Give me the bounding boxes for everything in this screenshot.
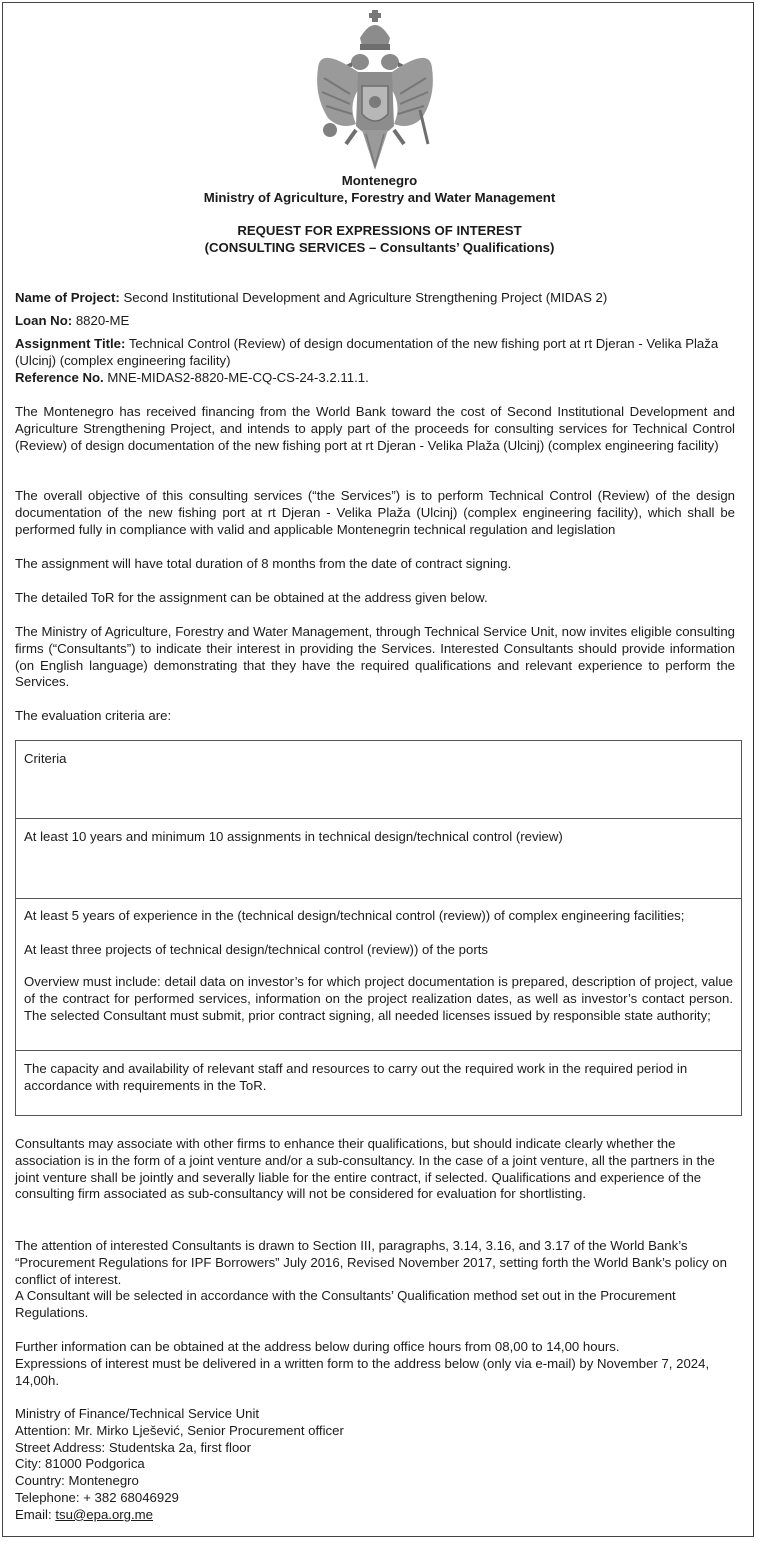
- address-line: Telephone: + 382 68046929: [15, 1489, 179, 1505]
- criteria-row-2c: Overview must include: detail data on investor’s for which project documentation is prepared, description of project, value of the contract for performed services, information on the project realization dates, as well as investor’s contact person. The selected Consultant must submit, prior contract signing, all needed licenses issued by responsible state authority;: [24, 974, 733, 1023]
- address-line: Country: Montenegro: [15, 1473, 139, 1489]
- paragraph-selection-method: A Consultant will be selected in accordance with the Consultants’ Qualification method set out in the Procurement Regulations.: [15, 1288, 676, 1320]
- montenegro-coat-of-arms-icon: [300, 6, 450, 174]
- paragraph-deadline: Expressions of interest must be delivered in a written form to the address below (only via e-mail) by November 7, 2024, 14,00h.: [15, 1356, 710, 1388]
- paragraph-invitation: The Ministry of Agriculture, Forestry and Water Management, through Technical Service Unit, now invites eligible consulting firms (“Consultants”) to indicate their interest in providing the Services. Interested Consultants should provide information (on English language) demonstrating that they have the required qualifications and relevant experience to perform the Services.: [15, 624, 735, 690]
- loan-value: 8820-ME: [75, 313, 130, 328]
- paragraph-office-hours: Further information can be obtained at the address below during office hours from 08,00 to 14,00 hours.: [15, 1339, 620, 1354]
- email-label: Email:: [15, 1506, 52, 1522]
- paragraph-financing: The Montenegro has received financing from the World Bank toward the cost of Second Institutional Development and Agriculture Strengthening Project, and intends to apply part of the proceeds for consulting services for Technical Control (Review) of design documentation of the new fishing port at rt Djeran - Velika Plaža (Ulcinj) (complex engineering facility): [15, 404, 735, 453]
- paragraph-conflict-of-interest: The attention of interested Consultants is drawn to Section III, paragraphs, 3.14, 3.16, and 3.17 of the World Bank’s “Procurement Regulations for IPF Borrowers” July 2016, Revised November 2017, setting forth the World Bank’s policy on conflict of interest.: [15, 1238, 727, 1287]
- criteria-row-1: At least 10 years and minimum 10 assignments in technical design/technical control (review): [24, 829, 563, 844]
- paragraph-objective: The overall objective of this consulting services (“the Services”) is to perform Technical Control (Review) of the design documentation of the new fishing port at rt Djeran - Velika Plaža (Ulcinj) (complex engineering facility), which shall be performed fully in compliance with valid and applicable Montenegrin technical regulation and legislation: [15, 488, 735, 537]
- paragraph-criteria-intro: The evaluation criteria are:: [15, 708, 172, 723]
- email-line: [15, 1507, 735, 1524]
- criteria-row-2a: At least 5 years of experience in the (technical design/technical control (review)) of complex engineering facilities;: [24, 908, 685, 923]
- assignment-title: [15, 336, 735, 370]
- paragraph-tor: The detailed ToR for the assignment can be obtained at the address given below.: [15, 590, 488, 605]
- ministry-name: Ministry of Agriculture, Forestry and Water Management: [203, 190, 556, 205]
- email-link[interactable]: tsu@epa.org.me: [55, 1506, 154, 1522]
- criteria-header: Criteria: [24, 751, 67, 766]
- address-line: City: 81000 Podgorica: [15, 1456, 145, 1472]
- paragraph-duration: The assignment will have total duration of 8 months from the date of contract signing.: [15, 556, 512, 571]
- loan-label: Loan No:: [15, 313, 73, 328]
- assignment-value: Technical Control (Review) of design documentation of the new fishing port at rt Djeran - Velika Plaža (Ulcinj) (complex engineering facility): [15, 336, 719, 368]
- project-name-value: Second Institutional Development and Agriculture Strengthening Project (MIDAS 2): [123, 290, 608, 305]
- address-block: [15, 1406, 735, 1524]
- reference-number: [15, 370, 735, 387]
- address-line: Attention: Mr. Mirko Lješević, Senior Procurement officer: [15, 1422, 344, 1438]
- table-divider: [16, 1050, 741, 1051]
- address-line: Ministry of Finance/Technical Service Unit: [15, 1406, 260, 1421]
- project-name-label: Name of Project:: [15, 290, 120, 305]
- paragraph-association: Consultants may associate with other firms to enhance their qualifications, but should indicate clearly whether the association is in the form of a joint venture and/or a sub-consultancy. In the case of a joint venture, all the partners in the joint venture shall be jointly and severally liable for the entire contract, if selected. Qualifications and experience of the consulting firm associated as sub-consultancy will not be considered for evaluation for shortlisting.: [15, 1136, 715, 1202]
- reference-value: MNE-MIDAS2-8820-ME-CQ-CS-24-3.2.11.1.: [107, 370, 369, 385]
- address-line: Street Address: Studentska 2a, first floor: [15, 1439, 252, 1455]
- reference-label: Reference No.: [15, 370, 104, 385]
- assignment-label: Assignment Title:: [15, 336, 126, 351]
- notice-subtitle: (CONSULTING SERVICES – Consultants’ Qualifications): [204, 240, 555, 255]
- table-divider: [16, 818, 741, 819]
- country-name: Montenegro: [341, 173, 418, 188]
- criteria-row-2b: At least three projects of technical design/technical control (review)) of the ports: [24, 942, 488, 957]
- table-divider: [16, 898, 741, 899]
- loan-number: [15, 313, 735, 330]
- criteria-row-3: The capacity and availability of relevant staff and resources to carry out the required work in the required period in accordance with requirements in the ToR.: [24, 1061, 688, 1093]
- project-name: [15, 290, 735, 307]
- criteria-table: [15, 740, 742, 1116]
- notice-title: REQUEST FOR EXPRESSIONS OF INTEREST: [237, 223, 522, 238]
